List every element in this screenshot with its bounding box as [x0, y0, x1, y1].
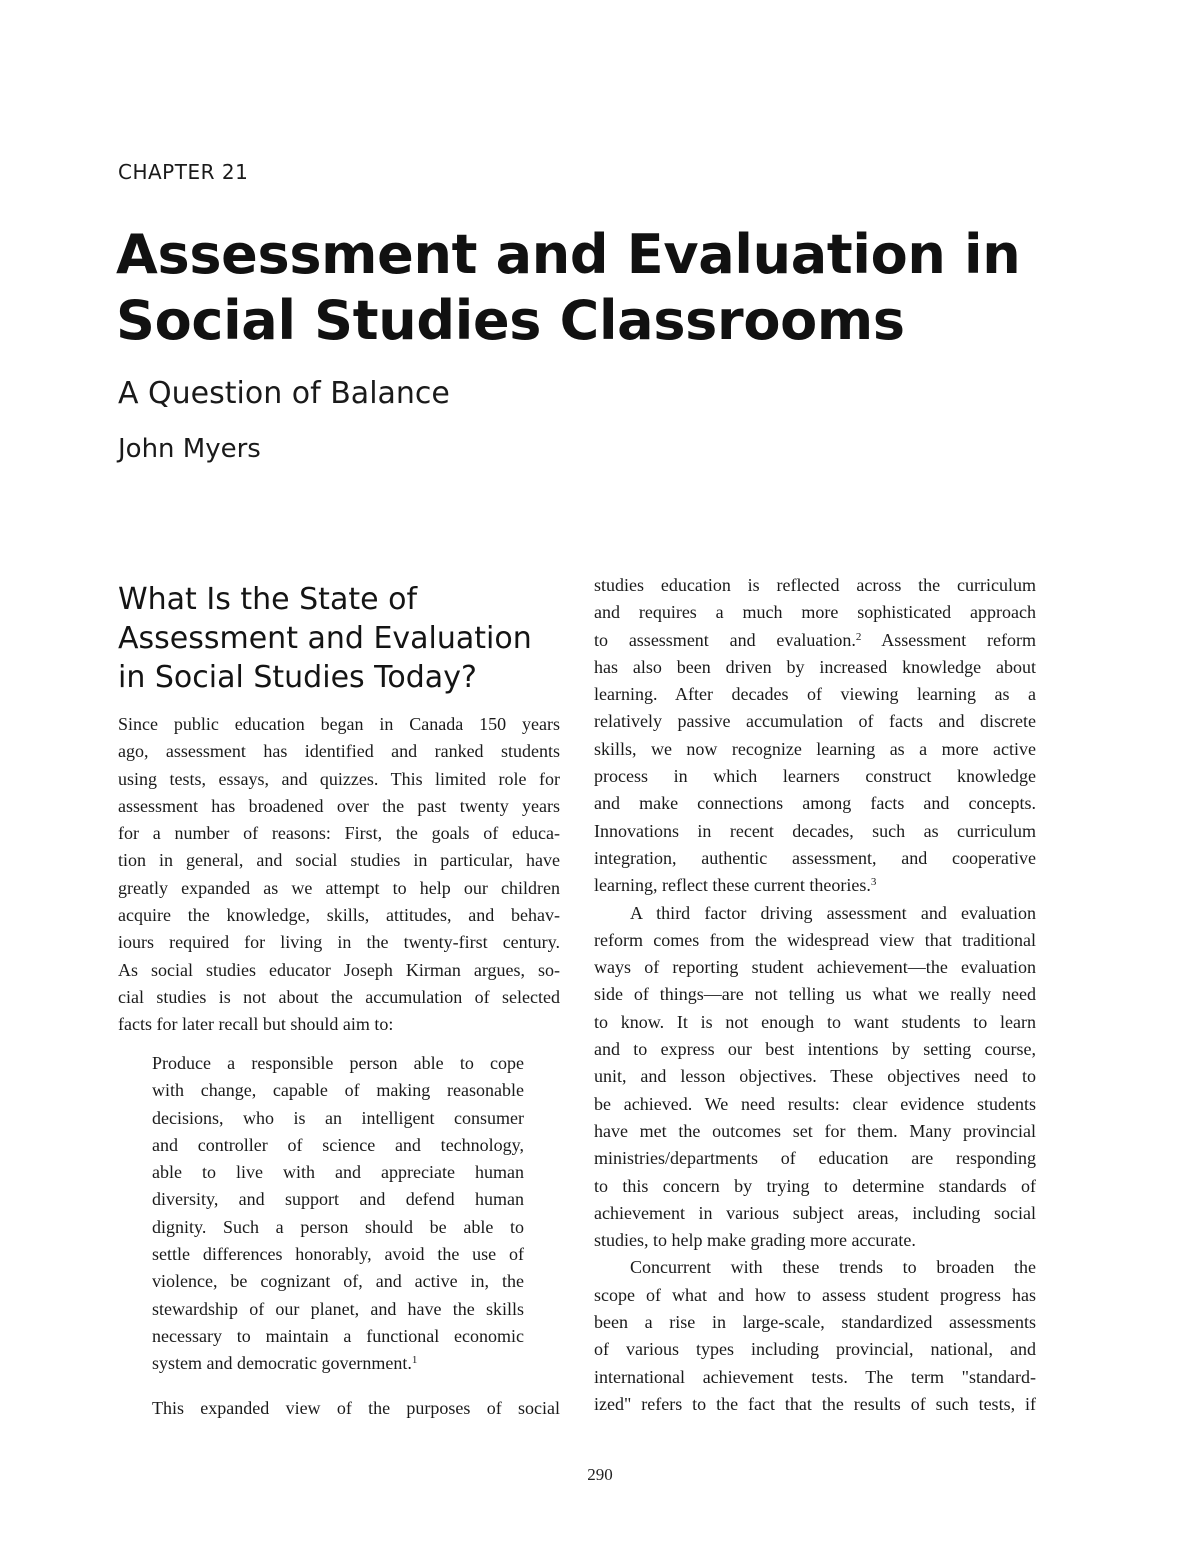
text-line: studies education is reflected across the curriculum: [594, 575, 1036, 595]
text-line: As social studies educator Joseph Kirman argues, so-: [118, 959, 560, 980]
chapter-subtitle: A Question of Balance: [118, 376, 450, 411]
right-column: [594, 572, 1036, 1418]
section-heading-line: in Social Studies Today?: [118, 660, 477, 695]
text-line: studies, to help make grading more accurate.: [594, 1230, 916, 1251]
author-name: John Myers: [118, 434, 261, 464]
chapter-title-line: Social Studies Classrooms: [116, 289, 905, 352]
text-line: and requires a much more sophisticated approach: [594, 602, 1036, 623]
text-line: unit, and lesson objectives. These objectives need to: [594, 1066, 1036, 1087]
text-line: scope of what and how to assess student progress has: [594, 1284, 1036, 1305]
quote-line: settle differences honorably, avoid the use of: [152, 1244, 524, 1265]
text-segment: to assessment and evaluation.: [594, 629, 856, 650]
text-line: integration, authentic assessment, and cooperative: [594, 847, 1036, 868]
text-line: Innovations in recent decades, such as curriculum: [594, 820, 1036, 841]
quote-line: stewardship of our planet, and have the skills: [152, 1298, 524, 1319]
chapter-title-line: Assessment and Evaluation in: [116, 223, 1021, 286]
text-line: assessment has broadened over the past twenty years: [118, 795, 560, 816]
section-heading-line: What Is the State of: [118, 582, 418, 617]
text-segment: learning, reflect these current theories.: [594, 875, 871, 896]
quote-line: with change, capable of making reasonable: [152, 1080, 524, 1101]
text-line: ized" refers to the fact that the results of such tests, if: [594, 1393, 1036, 1414]
text-line: using tests, essays, and quizzes. This limited role for: [118, 768, 560, 789]
quote-line: necessary to maintain a functional economic: [152, 1325, 524, 1346]
text-line: facts for later recall but should aim to:: [118, 1014, 394, 1035]
text-line: Concurrent with these trends to broaden the: [630, 1257, 1036, 1278]
text-line: greatly expanded as we attempt to help our children: [118, 877, 560, 898]
text-line: cial studies is not about the accumulation of selected: [118, 986, 560, 1007]
text-line: skills, we now recognize learning as a more active: [594, 738, 1036, 759]
text-line: has also been driven by increased knowledge about: [594, 656, 1036, 677]
text-line: of various types including provincial, national, and: [594, 1339, 1036, 1360]
text-line: [594, 872, 1036, 899]
chapter-title: [116, 222, 1076, 354]
text-line: been a rise in large-scale, standardized assessments: [594, 1312, 1036, 1333]
page-number: 290: [587, 1465, 613, 1484]
text-line: side of things—are not telling us what we really need: [594, 984, 1036, 1005]
quote-line: able to live with and appreciate human: [152, 1162, 524, 1183]
text-line: international achievement tests. The term "standard-: [594, 1366, 1036, 1387]
text-line: This expanded view of the purposes of social: [152, 1398, 560, 1418]
block-quote: [152, 1050, 524, 1378]
text-line: to know. It is not enough to want students to learn: [594, 1011, 1036, 1032]
text-line: iours required for living in the twenty-first century.: [118, 932, 560, 953]
text-line: process in which learners construct knowledge: [594, 766, 1036, 787]
section-heading-line: Assessment and Evaluation: [118, 621, 532, 656]
quote-line: violence, be cognizant of, and active in, the: [152, 1271, 524, 1292]
quote-line: and controller of science and technology,: [152, 1134, 524, 1155]
text-line: tion in general, and social studies in particular, have: [118, 850, 560, 871]
text-line: and make connections among facts and concepts.: [594, 793, 1036, 814]
chapter-label: CHAPTER 21: [118, 160, 249, 184]
quote-line: decisions, who is an intelligent consumer: [152, 1107, 524, 1128]
section-heading: [118, 580, 568, 697]
text-line: Since public education began in Canada 150 years: [118, 714, 560, 734]
footnote-marker[interactable]: 2: [855, 630, 862, 643]
text-segment: Assessment reform: [861, 629, 1036, 650]
text-line: for a number of reasons: First, the goals of educa-: [118, 823, 560, 844]
quote-line: Produce a responsible person able to cope: [152, 1053, 524, 1073]
text-line: be achieved. We need results: clear evidence students: [594, 1093, 1036, 1114]
text-line: ways of reporting student achievement—the evaluation: [594, 957, 1036, 978]
text-line: to this concern by trying to determine standards of: [594, 1175, 1036, 1196]
text-line: A third factor driving assessment and evaluation: [630, 902, 1036, 923]
text-line: reform comes from the widespread view that traditional: [594, 929, 1036, 950]
left-column-paragraph-1: [118, 711, 560, 1039]
footnote-marker[interactable]: 1: [411, 1354, 418, 1367]
quote-line: dignity. Such a person should be able to: [152, 1216, 524, 1237]
quote-line: diversity, and support and defend human: [152, 1189, 524, 1210]
text-line: achievement in various subject areas, including social: [594, 1202, 1036, 1223]
footnote-marker[interactable]: 3: [870, 876, 877, 889]
text-line: and to express our best intentions by setting course,: [594, 1039, 1036, 1060]
text-line: acquire the knowledge, skills, attitudes, and behav-: [118, 905, 560, 926]
quote-line: [152, 1350, 524, 1377]
text-line: have met the outcomes set for them. Many provincial: [594, 1120, 1036, 1141]
text-line: learning. After decades of viewing learning as a: [594, 684, 1036, 705]
text-line: ministries/departments of education are responding: [594, 1148, 1036, 1169]
left-column-paragraph-2: [152, 1395, 560, 1422]
text-line: relatively passive accumulation of facts and discrete: [594, 711, 1036, 732]
text-line: ago, assessment has identified and ranked students: [118, 741, 560, 762]
quote-line-text: system and democratic government.: [152, 1353, 412, 1374]
text-line: [594, 627, 1036, 654]
